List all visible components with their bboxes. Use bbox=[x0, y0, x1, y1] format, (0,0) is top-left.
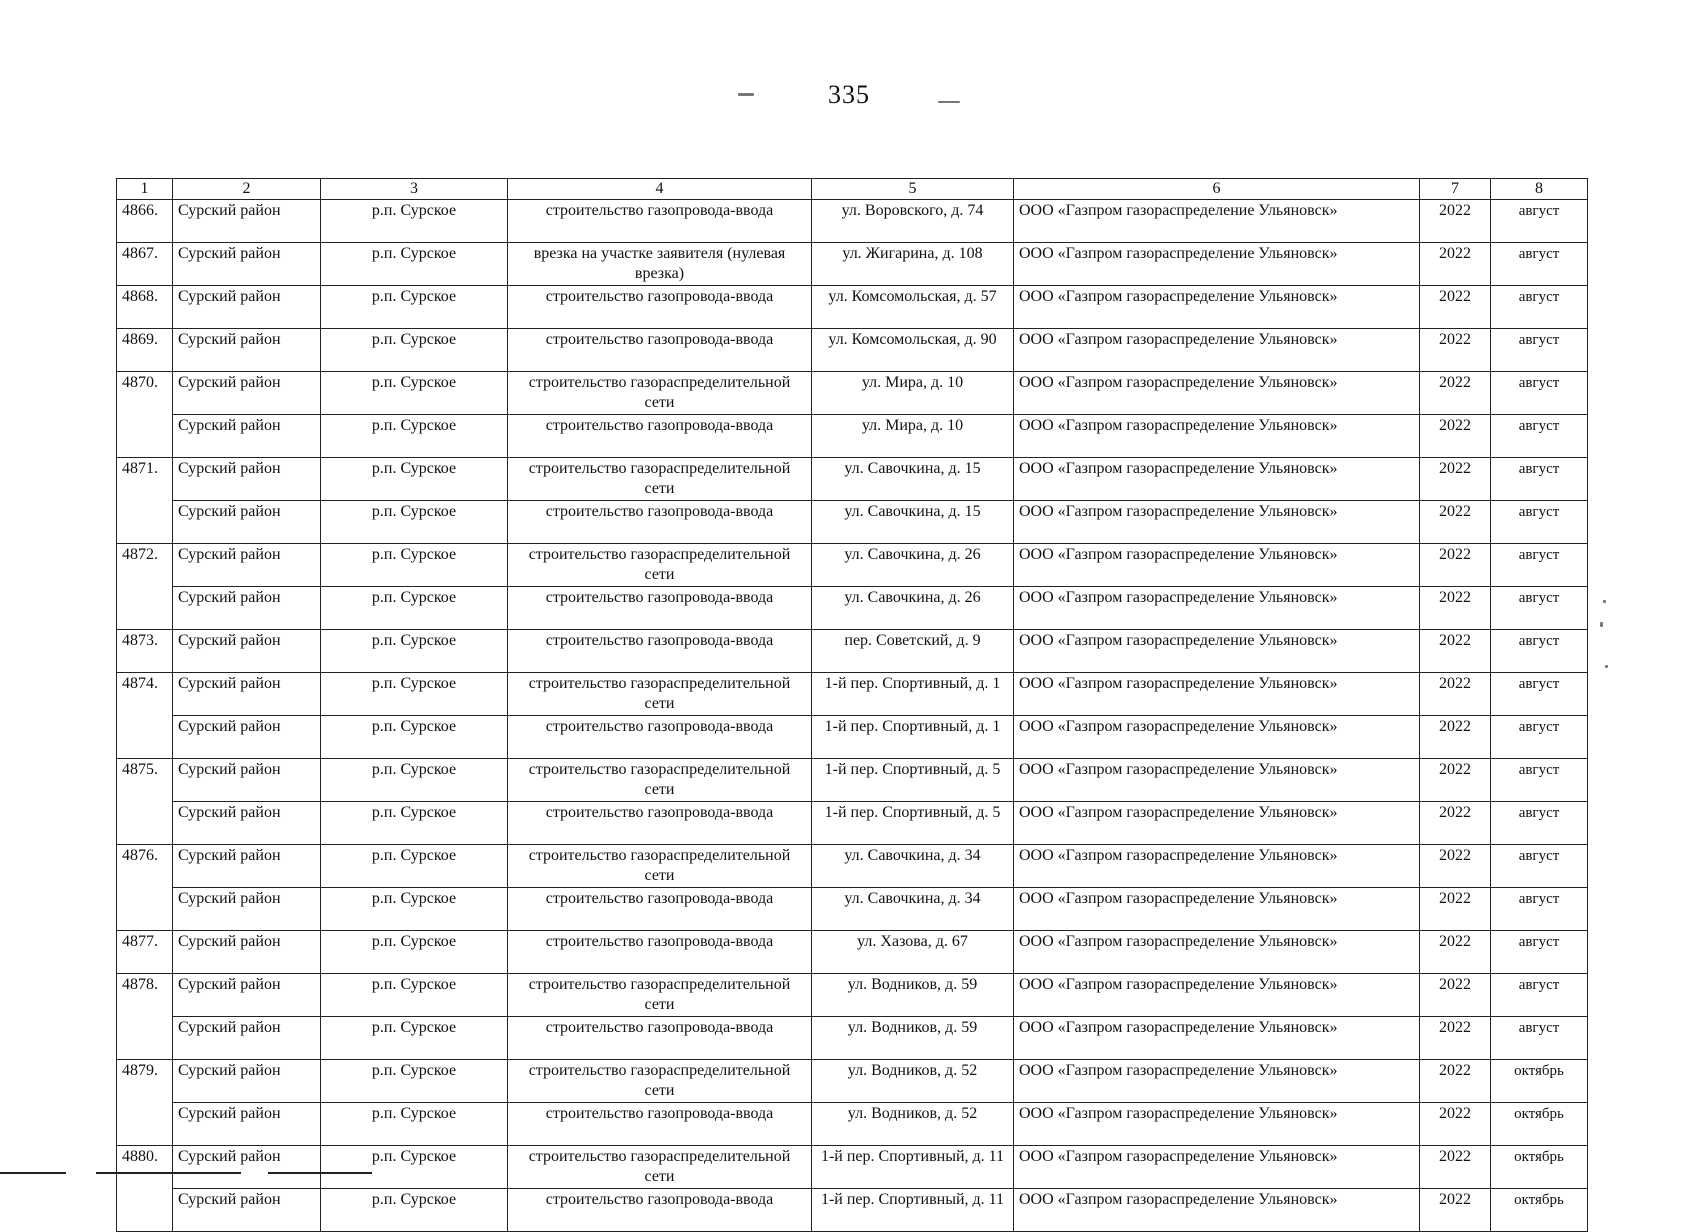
year-cell: 2022 bbox=[1420, 845, 1491, 888]
month-cell: октябрь bbox=[1491, 1146, 1588, 1189]
month-cell: август bbox=[1491, 1017, 1588, 1060]
district-cell: Сурский район bbox=[173, 200, 321, 243]
column-header: 6 bbox=[1014, 179, 1420, 200]
table-row bbox=[117, 759, 1588, 802]
work-type-cell: строительство газораспределительной сети bbox=[508, 759, 812, 802]
district-cell: Сурский район bbox=[173, 1060, 321, 1103]
year-cell: 2022 bbox=[1420, 1060, 1491, 1103]
year-cell: 2022 bbox=[1420, 673, 1491, 716]
scan-speck bbox=[738, 93, 754, 96]
locality-cell: р.п. Сурское bbox=[321, 1017, 508, 1060]
table-row bbox=[117, 458, 1588, 501]
year-cell: 2022 bbox=[1420, 630, 1491, 673]
locality-cell: р.п. Сурское bbox=[321, 458, 508, 501]
locality-cell: р.п. Сурское bbox=[321, 286, 508, 329]
district-cell: Сурский район bbox=[173, 931, 321, 974]
organization-cell: ООО «Газпром газораспределение Ульяновск» bbox=[1014, 329, 1420, 372]
month-cell: август bbox=[1491, 845, 1588, 888]
table-row bbox=[117, 544, 1588, 587]
entry-number-cell: 4870. bbox=[117, 372, 173, 458]
organization-cell: ООО «Газпром газораспределение Ульяновск» bbox=[1014, 1146, 1420, 1189]
entry-number-cell: 4873. bbox=[117, 630, 173, 673]
scan-speck bbox=[1600, 622, 1603, 627]
locality-cell: р.п. Сурское bbox=[321, 200, 508, 243]
organization-cell: ООО «Газпром газораспределение Ульяновск» bbox=[1014, 200, 1420, 243]
address-cell: 1-й пер. Спортивный, д. 5 bbox=[812, 759, 1014, 802]
table-row bbox=[117, 974, 1588, 1017]
month-cell: август bbox=[1491, 200, 1588, 243]
entry-number-cell: 4878. bbox=[117, 974, 173, 1060]
table-row bbox=[117, 1146, 1588, 1189]
year-cell: 2022 bbox=[1420, 544, 1491, 587]
work-type-cell: строительство газораспределительной сети bbox=[508, 1146, 812, 1189]
locality-cell: р.п. Сурское bbox=[321, 802, 508, 845]
entry-number-cell: 4868. bbox=[117, 286, 173, 329]
year-cell: 2022 bbox=[1420, 888, 1491, 931]
month-cell: октябрь bbox=[1491, 1189, 1588, 1232]
locality-cell: р.п. Сурское bbox=[321, 931, 508, 974]
column-header: 4 bbox=[508, 179, 812, 200]
address-cell: 1-й пер. Спортивный, д. 5 bbox=[812, 802, 1014, 845]
address-cell: ул. Хазова, д. 67 bbox=[812, 931, 1014, 974]
district-cell: Сурский район bbox=[173, 630, 321, 673]
page-number: 335 bbox=[828, 80, 870, 109]
address-cell: ул. Жигарина, д. 108 bbox=[812, 243, 1014, 286]
scan-speck bbox=[938, 101, 960, 103]
address-cell: 1-й пер. Спортивный, д. 1 bbox=[812, 716, 1014, 759]
month-cell: август bbox=[1491, 544, 1588, 587]
work-type-cell: строительство газопровода-ввода bbox=[508, 286, 812, 329]
entry-number-cell: 4869. bbox=[117, 329, 173, 372]
month-cell: август bbox=[1491, 759, 1588, 802]
month-cell: август bbox=[1491, 802, 1588, 845]
district-cell: Сурский район bbox=[173, 329, 321, 372]
work-type-cell: строительство газораспределительной сети bbox=[508, 845, 812, 888]
table-row bbox=[117, 200, 1588, 243]
column-header: 3 bbox=[321, 179, 508, 200]
locality-cell: р.п. Сурское bbox=[321, 888, 508, 931]
work-type-cell: строительство газопровода-ввода bbox=[508, 802, 812, 845]
organization-cell: ООО «Газпром газораспределение Ульяновск» bbox=[1014, 888, 1420, 931]
year-cell: 2022 bbox=[1420, 501, 1491, 544]
work-type-cell: строительство газораспределительной сети bbox=[508, 458, 812, 501]
header-row bbox=[117, 179, 1588, 200]
organization-cell: ООО «Газпром газораспределение Ульяновск» bbox=[1014, 1060, 1420, 1103]
locality-cell: р.п. Сурское bbox=[321, 501, 508, 544]
locality-cell: р.п. Сурское bbox=[321, 415, 508, 458]
work-type-cell: строительство газопровода-ввода bbox=[508, 1189, 812, 1232]
scan-speck bbox=[1603, 600, 1606, 603]
organization-cell: ООО «Газпром газораспределение Ульяновск» bbox=[1014, 587, 1420, 630]
organization-cell: ООО «Газпром газораспределение Ульяновск» bbox=[1014, 1017, 1420, 1060]
registry-table bbox=[116, 178, 1588, 1232]
district-cell: Сурский район bbox=[173, 1146, 321, 1189]
locality-cell: р.п. Сурское bbox=[321, 759, 508, 802]
year-cell: 2022 bbox=[1420, 1146, 1491, 1189]
entry-number-cell: 4867. bbox=[117, 243, 173, 286]
district-cell: Сурский район bbox=[173, 974, 321, 1017]
column-header: 7 bbox=[1420, 179, 1491, 200]
year-cell: 2022 bbox=[1420, 716, 1491, 759]
address-cell: ул. Савочкина, д. 34 bbox=[812, 888, 1014, 931]
address-cell: ул. Мира, д. 10 bbox=[812, 415, 1014, 458]
district-cell: Сурский район bbox=[173, 888, 321, 931]
locality-cell: р.п. Сурское bbox=[321, 372, 508, 415]
footer-rule bbox=[0, 1172, 66, 1174]
organization-cell: ООО «Газпром газораспределение Ульяновск» bbox=[1014, 931, 1420, 974]
year-cell: 2022 bbox=[1420, 802, 1491, 845]
work-type-cell: строительство газораспределительной сети bbox=[508, 372, 812, 415]
table-row bbox=[117, 587, 1588, 630]
district-cell: Сурский район bbox=[173, 673, 321, 716]
work-type-cell: врезка на участке заявителя (нулевая врезка) bbox=[508, 243, 812, 286]
work-type-cell: строительство газопровода-ввода bbox=[508, 931, 812, 974]
work-type-cell: строительство газопровода-ввода bbox=[508, 329, 812, 372]
locality-cell: р.п. Сурское bbox=[321, 544, 508, 587]
table-header bbox=[117, 179, 1588, 200]
column-header: 1 bbox=[117, 179, 173, 200]
organization-cell: ООО «Газпром газораспределение Ульяновск» bbox=[1014, 243, 1420, 286]
table-body bbox=[117, 200, 1588, 1232]
address-cell: ул. Савочкина, д. 26 bbox=[812, 587, 1014, 630]
work-type-cell: строительство газопровода-ввода bbox=[508, 415, 812, 458]
month-cell: август bbox=[1491, 587, 1588, 630]
address-cell: ул. Савочкина, д. 15 bbox=[812, 501, 1014, 544]
work-type-cell: строительство газораспределительной сети bbox=[508, 673, 812, 716]
table-row bbox=[117, 415, 1588, 458]
year-cell: 2022 bbox=[1420, 286, 1491, 329]
year-cell: 2022 bbox=[1420, 1017, 1491, 1060]
year-cell: 2022 bbox=[1420, 587, 1491, 630]
table-row bbox=[117, 329, 1588, 372]
footer-rule bbox=[96, 1172, 241, 1174]
locality-cell: р.п. Сурское bbox=[321, 1146, 508, 1189]
district-cell: Сурский район bbox=[173, 286, 321, 329]
work-type-cell: строительство газораспределительной сети bbox=[508, 544, 812, 587]
district-cell: Сурский район bbox=[173, 759, 321, 802]
year-cell: 2022 bbox=[1420, 372, 1491, 415]
year-cell: 2022 bbox=[1420, 759, 1491, 802]
year-cell: 2022 bbox=[1420, 243, 1491, 286]
address-cell: ул. Водников, д. 59 bbox=[812, 974, 1014, 1017]
entry-number-cell: 4866. bbox=[117, 200, 173, 243]
month-cell: август bbox=[1491, 286, 1588, 329]
locality-cell: р.п. Сурское bbox=[321, 845, 508, 888]
organization-cell: ООО «Газпром газораспределение Ульяновск» bbox=[1014, 802, 1420, 845]
address-cell: ул. Водников, д. 52 bbox=[812, 1060, 1014, 1103]
address-cell: ул. Комсомольская, д. 90 bbox=[812, 329, 1014, 372]
district-cell: Сурский район bbox=[173, 1103, 321, 1146]
locality-cell: р.п. Сурское bbox=[321, 716, 508, 759]
locality-cell: р.п. Сурское bbox=[321, 1189, 508, 1232]
entry-number-cell: 4880. bbox=[117, 1146, 173, 1232]
work-type-cell: строительство газопровода-ввода bbox=[508, 716, 812, 759]
district-cell: Сурский район bbox=[173, 716, 321, 759]
address-cell: пер. Советский, д. 9 bbox=[812, 630, 1014, 673]
work-type-cell: строительство газопровода-ввода bbox=[508, 1103, 812, 1146]
address-cell: ул. Савочкина, д. 15 bbox=[812, 458, 1014, 501]
month-cell: август bbox=[1491, 974, 1588, 1017]
locality-cell: р.п. Сурское bbox=[321, 329, 508, 372]
work-type-cell: строительство газопровода-ввода bbox=[508, 1017, 812, 1060]
table-row bbox=[117, 802, 1588, 845]
month-cell: август bbox=[1491, 630, 1588, 673]
district-cell: Сурский район bbox=[173, 587, 321, 630]
organization-cell: ООО «Газпром газораспределение Ульяновск» bbox=[1014, 415, 1420, 458]
table-row bbox=[117, 243, 1588, 286]
month-cell: октябрь bbox=[1491, 1060, 1588, 1103]
locality-cell: р.п. Сурское bbox=[321, 673, 508, 716]
entry-number-cell: 4872. bbox=[117, 544, 173, 630]
locality-cell: р.п. Сурское bbox=[321, 243, 508, 286]
year-cell: 2022 bbox=[1420, 974, 1491, 1017]
work-type-cell: строительство газопровода-ввода bbox=[508, 888, 812, 931]
organization-cell: ООО «Газпром газораспределение Ульяновск» bbox=[1014, 1189, 1420, 1232]
locality-cell: р.п. Сурское bbox=[321, 1103, 508, 1146]
organization-cell: ООО «Газпром газораспределение Ульяновск» bbox=[1014, 458, 1420, 501]
table-row bbox=[117, 845, 1588, 888]
month-cell: август bbox=[1491, 415, 1588, 458]
table-row bbox=[117, 286, 1588, 329]
address-cell: ул. Савочкина, д. 34 bbox=[812, 845, 1014, 888]
table-row bbox=[117, 1189, 1588, 1232]
table-row bbox=[117, 501, 1588, 544]
year-cell: 2022 bbox=[1420, 931, 1491, 974]
address-cell: 1-й пер. Спортивный, д. 11 bbox=[812, 1189, 1014, 1232]
entry-number-cell: 4875. bbox=[117, 759, 173, 845]
organization-cell: ООО «Газпром газораспределение Ульяновск» bbox=[1014, 716, 1420, 759]
address-cell: ул. Комсомольская, д. 57 bbox=[812, 286, 1014, 329]
organization-cell: ООО «Газпром газораспределение Ульяновск» bbox=[1014, 759, 1420, 802]
table-row bbox=[117, 1060, 1588, 1103]
column-header: 5 bbox=[812, 179, 1014, 200]
work-type-cell: строительство газопровода-ввода bbox=[508, 501, 812, 544]
table-row bbox=[117, 673, 1588, 716]
table-row bbox=[117, 931, 1588, 974]
year-cell: 2022 bbox=[1420, 415, 1491, 458]
entry-number-cell: 4879. bbox=[117, 1060, 173, 1146]
month-cell: август bbox=[1491, 716, 1588, 759]
year-cell: 2022 bbox=[1420, 329, 1491, 372]
year-cell: 2022 bbox=[1420, 458, 1491, 501]
work-type-cell: строительство газопровода-ввода bbox=[508, 630, 812, 673]
address-cell: ул. Мира, д. 10 bbox=[812, 372, 1014, 415]
entry-number-cell: 4877. bbox=[117, 931, 173, 974]
entry-number-cell: 4874. bbox=[117, 673, 173, 759]
work-type-cell: строительство газораспределительной сети bbox=[508, 974, 812, 1017]
table-row bbox=[117, 716, 1588, 759]
address-cell: ул. Водников, д. 59 bbox=[812, 1017, 1014, 1060]
year-cell: 2022 bbox=[1420, 1103, 1491, 1146]
work-type-cell: строительство газопровода-ввода bbox=[508, 587, 812, 630]
month-cell: август bbox=[1491, 458, 1588, 501]
month-cell: август bbox=[1491, 931, 1588, 974]
organization-cell: ООО «Газпром газораспределение Ульяновск» bbox=[1014, 501, 1420, 544]
work-type-cell: строительство газораспределительной сети bbox=[508, 1060, 812, 1103]
organization-cell: ООО «Газпром газораспределение Ульяновск» bbox=[1014, 286, 1420, 329]
address-cell: 1-й пер. Спортивный, д. 1 bbox=[812, 673, 1014, 716]
entry-number-cell: 4871. bbox=[117, 458, 173, 544]
organization-cell: ООО «Газпром газораспределение Ульяновск» bbox=[1014, 630, 1420, 673]
table-row bbox=[117, 888, 1588, 931]
table-row bbox=[117, 1103, 1588, 1146]
district-cell: Сурский район bbox=[173, 544, 321, 587]
month-cell: август bbox=[1491, 329, 1588, 372]
locality-cell: р.п. Сурское bbox=[321, 974, 508, 1017]
district-cell: Сурский район bbox=[173, 415, 321, 458]
year-cell: 2022 bbox=[1420, 200, 1491, 243]
table-row bbox=[117, 372, 1588, 415]
month-cell: август bbox=[1491, 243, 1588, 286]
address-cell: 1-й пер. Спортивный, д. 11 bbox=[812, 1146, 1014, 1189]
organization-cell: ООО «Газпром газораспределение Ульяновск» bbox=[1014, 1103, 1420, 1146]
address-cell: ул. Воровского, д. 74 bbox=[812, 200, 1014, 243]
table-row bbox=[117, 630, 1588, 673]
district-cell: Сурский район bbox=[173, 802, 321, 845]
organization-cell: ООО «Газпром газораспределение Ульяновск» bbox=[1014, 974, 1420, 1017]
district-cell: Сурский район bbox=[173, 845, 321, 888]
month-cell: август bbox=[1491, 673, 1588, 716]
entry-number-cell: 4876. bbox=[117, 845, 173, 931]
organization-cell: ООО «Газпром газораспределение Ульяновск» bbox=[1014, 845, 1420, 888]
month-cell: август bbox=[1491, 501, 1588, 544]
locality-cell: р.п. Сурское bbox=[321, 1060, 508, 1103]
month-cell: август bbox=[1491, 372, 1588, 415]
column-header: 2 bbox=[173, 179, 321, 200]
address-cell: ул. Савочкина, д. 26 bbox=[812, 544, 1014, 587]
month-cell: август bbox=[1491, 888, 1588, 931]
month-cell: октябрь bbox=[1491, 1103, 1588, 1146]
district-cell: Сурский район bbox=[173, 1017, 321, 1060]
footer-rule bbox=[268, 1172, 372, 1174]
district-cell: Сурский район bbox=[173, 372, 321, 415]
organization-cell: ООО «Газпром газораспределение Ульяновск» bbox=[1014, 544, 1420, 587]
year-cell: 2022 bbox=[1420, 1189, 1491, 1232]
district-cell: Сурский район bbox=[173, 1189, 321, 1232]
address-cell: ул. Водников, д. 52 bbox=[812, 1103, 1014, 1146]
table-row bbox=[117, 1017, 1588, 1060]
column-header: 8 bbox=[1491, 179, 1588, 200]
scan-speck bbox=[1605, 665, 1608, 668]
district-cell: Сурский район bbox=[173, 458, 321, 501]
district-cell: Сурский район bbox=[173, 501, 321, 544]
locality-cell: р.п. Сурское bbox=[321, 587, 508, 630]
organization-cell: ООО «Газпром газораспределение Ульяновск» bbox=[1014, 372, 1420, 415]
work-type-cell: строительство газопровода-ввода bbox=[508, 200, 812, 243]
organization-cell: ООО «Газпром газораспределение Ульяновск» bbox=[1014, 673, 1420, 716]
locality-cell: р.п. Сурское bbox=[321, 630, 508, 673]
district-cell: Сурский район bbox=[173, 243, 321, 286]
